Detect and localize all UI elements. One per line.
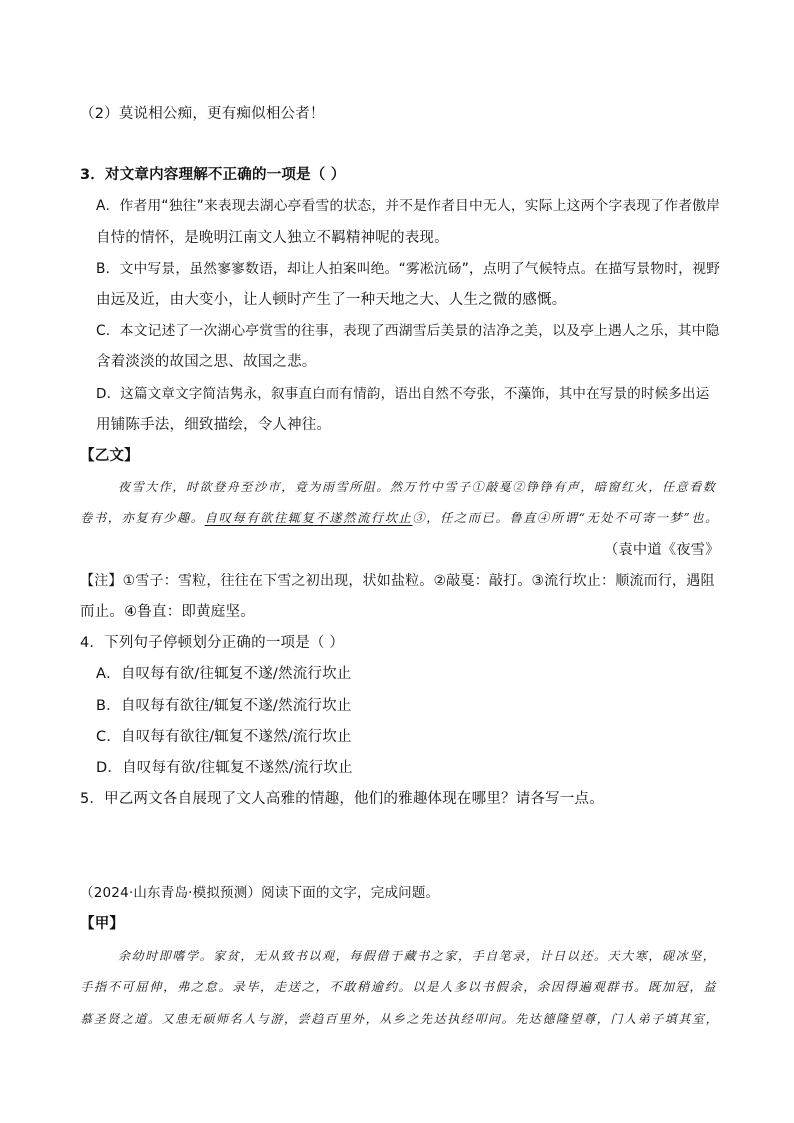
yi-text-b: ③，任之而已。鲁直④所谓“无处不可寄一梦”也。 — [412, 511, 719, 525]
q3-option-a: A．作者用“独往”来表现去湖心亭看雪的状态，并不是作者目中无人，实际上这两个字表现了作者傲岸 — [96, 198, 721, 214]
q3-option-b: B．文中写景，虽然寥寥数语，却让人拍案叫绝。“雾凇沆砀”，点明了气候特点。在描写景物时，视野 — [96, 261, 721, 277]
yi-source: （袁中道《夜雪》 — [604, 542, 720, 558]
yi-text-a: 卷书，亦复有少趣。 — [80, 511, 205, 525]
q4-stem: 4．下列句子停顿划分正确的一项是（ ） — [80, 635, 345, 651]
jia-passage-line1: 余幼时即嗜学。家贫，无从致书以观，每假借于藏书之家，手自笔录，计日以还。天大寒，砚冰坚， — [118, 949, 717, 963]
yi-passage-line2 — [80, 508, 719, 528]
jia-passage-line3: 慕圣贤之道。又患无硕师名人与游，尝趋百里外，从乡之先达执经叩问。先达德隆望尊，门人弟子填其室， — [80, 1012, 720, 1026]
q3-option-a-cont: 自恃的情怀，是晚明江南文人独立不羁精神呢的表现。 — [96, 230, 449, 246]
q3-option-c-cont: 含着淡淡的故国之思、故国之悲。 — [96, 354, 317, 370]
q3-option-d: D．这篇文章文字简洁隽永，叙事直白而有情韵，语出自然不夸张，不藻饰，其中在写景的时候多出运 — [96, 386, 710, 402]
q4-option-b: B．自叹每有欲往/辄复不遂/然流行坎止 — [96, 698, 352, 714]
q2-sub-question: （2）莫说相公痴，更有痴似相公者！ — [80, 106, 325, 122]
jia-label: 【甲】 — [80, 916, 125, 932]
yi-label: 【乙文】 — [80, 448, 139, 464]
q4-option-d: D．自叹每有欲/往辄复不遂然/流行坎止 — [96, 760, 353, 776]
q3-stem: 3．对文章内容理解不正确的一项是（ ） — [80, 167, 346, 183]
jia-passage-line2: 手指不可屈伸，弗之怠。录毕，走送之，不敢稍逾约。以是人多以书假余，余因得遍观群书。既加冠，益 — [80, 980, 718, 994]
yi-passage-line1: 夜雪大作，时欲登舟至沙市，竟为雨雪所阻。然万竹中雪子①敲戛②铮铮有声，暗窗红火，任意看数 — [118, 480, 717, 494]
next-section-intro: （2024·山东青岛·模拟预测）阅读下面的文字，完成问题。 — [80, 885, 440, 901]
q4-option-c: C．自叹每有欲往/辄复不遂然/流行坎止 — [96, 729, 352, 745]
q4-option-a: A．自叹每有欲/往辄复不遂/然流行坎止 — [96, 666, 352, 682]
underlined-sentence: 自叹每有欲往辄复不遂然流行坎止 — [204, 511, 413, 525]
q3-option-b-cont: 由远及近，由大变小，让人顿时产生了一种天地之大、人生之微的感慨。 — [96, 292, 567, 308]
q3-option-c: C．本文记述了一次湖心亭赏雪的往事，表现了西湖雪后美景的洁净之美，以及亭上遇人之乐，其中隐 — [96, 323, 720, 339]
yi-note-line1: 【注】①雪子：雪粒，往往在下雪之初出现，状如盐粒。②敲戛：敲打。③流行坎止：顺流而行，遇阻 — [80, 573, 715, 589]
q3-option-d-cont: 用铺陈手法，细致描绘，令人神往。 — [96, 417, 332, 433]
q5-stem: 5．甲乙两文各自展现了文人高雅的情趣，他们的雅趣体现在哪里？请各写一点。 — [80, 791, 604, 807]
yi-note-line2: 而止。④鲁直：即黄庭坚。 — [80, 604, 255, 620]
